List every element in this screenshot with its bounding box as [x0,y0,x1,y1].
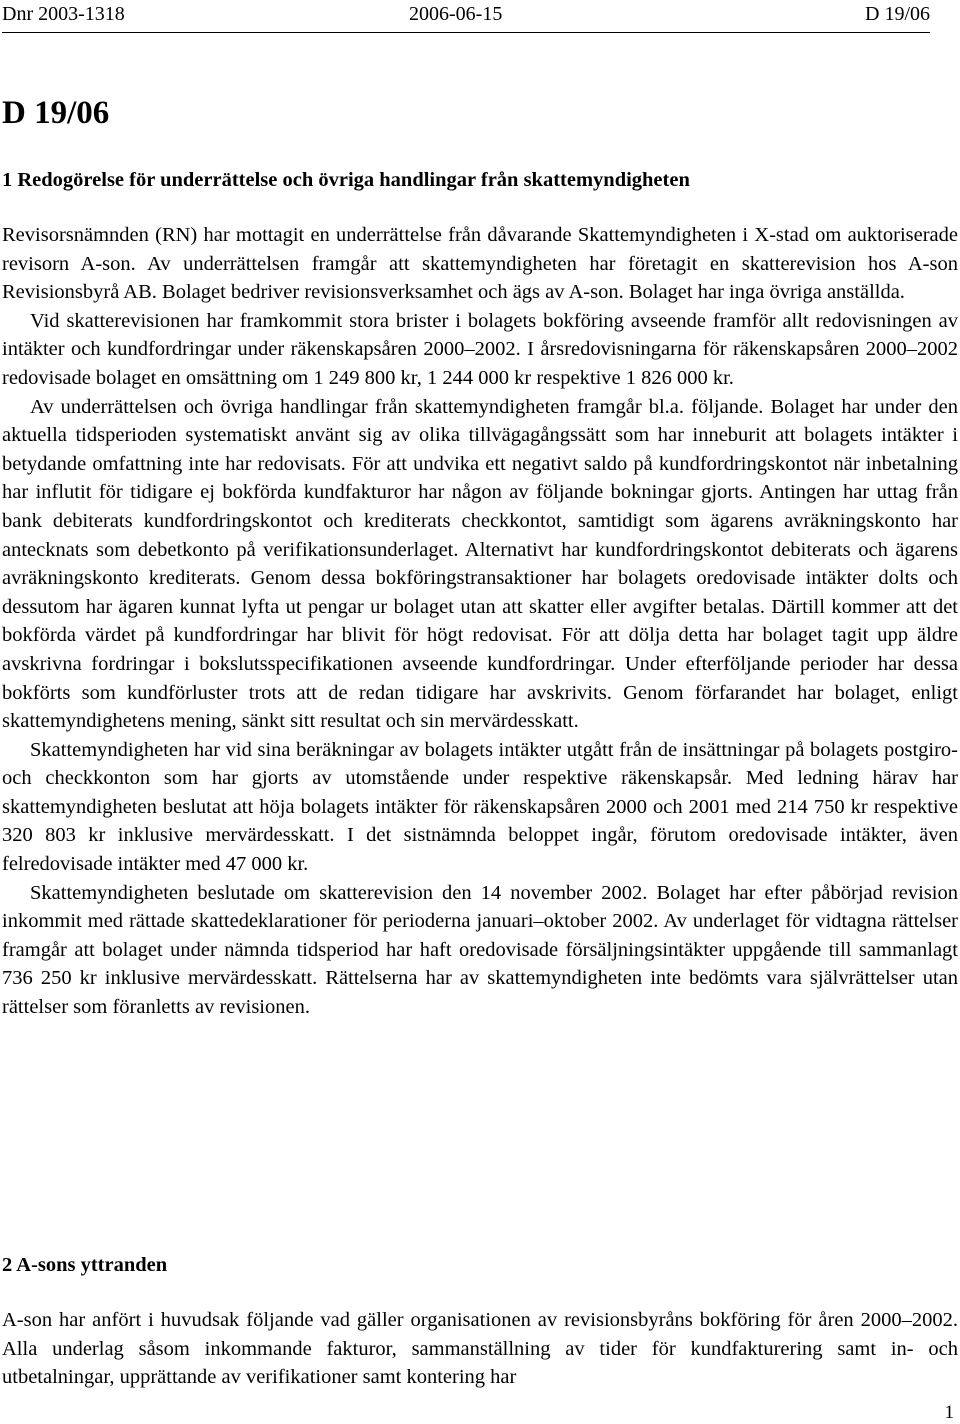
section-2-heading: 2 A-sons yttranden [2,1254,168,1276]
paragraph: A-son har anfört i huvudsak följande vad gäller organisationen av revisionsbyråns bokföring för åren 2000–2002. Alla underlag såsom inkommande fakturor, sammanställning av tider för kundfakturering samt in- och utbetalningar, upprättande av verifikationer samt kontering har [2,1309,958,1389]
header-dnr: Dnr 2003-1318 [2,3,125,25]
section-1-heading: 1 Redogörelse för underrättelse och övriga handlingar från skattemyndigheten [2,169,690,191]
page-header [2,2,930,33]
header-date: 2006-06-15 [409,3,503,25]
paragraph: Skattemyndigheten har vid sina beräkningar av bolagets intäkter utgått från de insättningar på bolagets postgiro- och checkkonton som har gjorts av utomstående under respektive räkenskapsår. Med ledning härav har skattemyndigheten beslutat att höja bolagets intäkter för räkenskapsåren 2000 och 2001 med 214 750 kr respektive 320 803 kr inklusive mervärdesskatt. I det sistnämnda beloppet ingår, förutom oredovisade intäkter, även felredovisade intäkter med 47 000 kr. [2,738,958,876]
document-title: D 19/06 [2,95,110,131]
section-1-body [2,221,958,1022]
paragraph: Vid skatterevisionen har framkommit stora brister i bolagets bokföring avseende framför allt redovisningen av intäkter och kundfordringar under räkenskapsåren 2000–2002. I årsredovisningarna för räkenskapsåren 2000–2002 redovisade bolaget en omsättning om 1 249 800 kr, 1 244 000 kr respektive 1 826 000 kr. [2,309,958,389]
paragraph: Revisorsnämnden (RN) har mottagit en underrättelse från dåvarande Skattemyndigheten i X-stad om auktoriserade revisorn A-son. Av underrättelsen framgår att skattemyndigheten har företagit en skatterevision hos A-son Revisionsbyrå AB. Bolaget bedriver revisionsverksamhet och ägs av A-son. Bolaget har inga övriga anställda. [2,224,958,304]
page-number: 1 [944,1402,954,1423]
paragraph: Av underrättelsen och övriga handlingar från skattemyndigheten framgår bl.a. följande. Bolaget har under den aktuella tidsperioden systematiskt använt sig av olika tillvägagångssätt som har inneburit att bolagets intäkter i betydande omfattning inte har redovisats. För att undvika ett negativt saldo på kundfordringskontot när inbetalning har influtit för tidigare ej bokförda kundfakturor har någon av följande bokningar gjorts. Antingen har uttag från bank debiterats kundfordringskontot och krediterats checkkontot, samtidigt som ägarens avräkningskonto har antecknats som debetkonto på verifikationsunderlaget. Alternativt har kundfordringskontot debiterats och ägarens avräkningskonto krediterats. Genom dessa bokföringstransaktioner har bolagets oredovisade intäkter dolts och dessutom har ägaren kunnat lyfta ut pengar ur bolaget utan att skatter eller avgifter betalas. Därtill kommer att det bokförda värdet på kundfordringar har blivit för högt redovisat. För att dölja detta har bolaget tagit upp äldre avskrivna fordringar i bokslutsspecifikationen avseende kundfordringar. Under efterföljande perioder har dessa bokförts som kundförluster trots att de redan tidigare har avskrivits. Genom förfarandet har bolaget, enligt skattemyndighetens mening, sänkt sitt resultat och sin mervärdesskatt. [2,395,958,733]
header-reference: D 19/06 [865,3,930,25]
section-2-body [2,1306,958,1392]
paragraph: Skattemyndigheten beslutade om skatterevision den 14 november 2002. Bolaget har efter påbörjad revision inkommit med rättade skattedeklarationer för perioderna januari–oktober 2002. Av underlaget för vidtagna rättelser framgår att bolaget under nämnda tidsperiod har haft oredovisade försäljningsintäkter uppgående till sammanlagt 736 250 kr inklusive mervärdesskatt. Rättelserna har av skattemyndigheten inte bedömts vara självrättelser utan rättelser som föranletts av revisionen. [2,881,958,1019]
